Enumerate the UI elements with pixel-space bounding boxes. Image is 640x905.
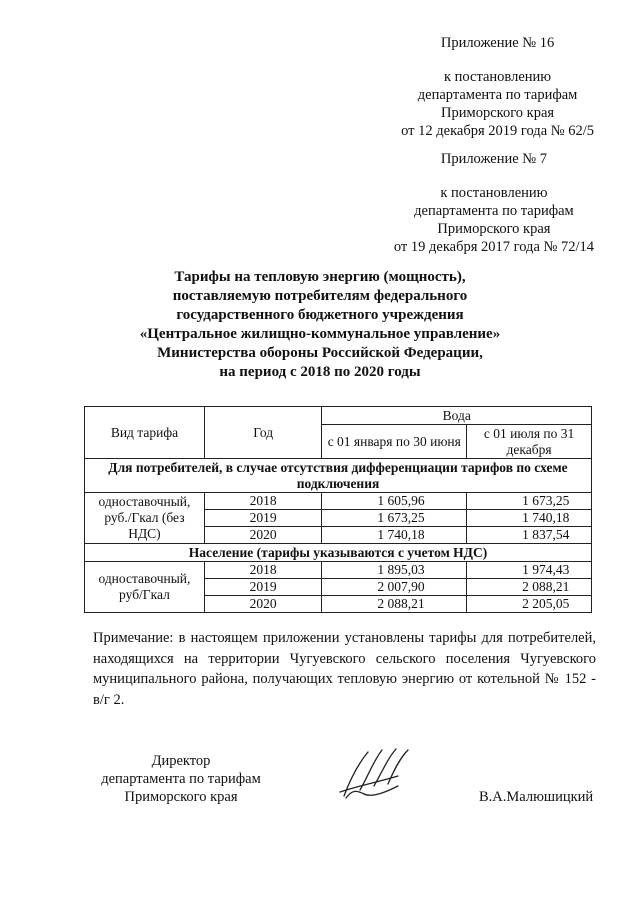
group-title: Для потребителей, в случае отсутствия дифференциации тарифов по схеме подключения xyxy=(85,459,592,493)
appendix-primary xyxy=(401,34,594,140)
year-cell: 2020 xyxy=(204,527,322,544)
appendix-line: Приморского края xyxy=(441,105,555,121)
heading-line: Министерства обороны Российской Федерации, xyxy=(157,345,483,361)
header-period-2: с 01 июля по 31 декабря xyxy=(467,425,592,459)
table-row xyxy=(85,562,592,579)
value-cell: 1 974,43 xyxy=(467,562,592,579)
appendix-title: Приложение № 7 xyxy=(440,151,548,167)
position-line: Приморского края xyxy=(124,789,238,805)
heading-line: государственного бюджетного учреждения xyxy=(176,307,464,323)
appendix-line: к постановлению xyxy=(440,185,548,201)
header-year: Год xyxy=(204,407,322,459)
year-cell: 2019 xyxy=(204,510,322,527)
appendix-secondary xyxy=(394,150,594,256)
position-line: Директор xyxy=(151,753,211,769)
group-title: Население (тарифы указываются с учетом НДС) xyxy=(85,544,592,562)
appendix-line: от 19 декабря 2017 года № 72/14 xyxy=(393,239,594,255)
heading-line: Тарифы на тепловую энергию (мощность), xyxy=(174,269,466,285)
heading-line: «Центральное жилищно-коммунальное управление» xyxy=(139,326,501,342)
document-heading xyxy=(0,268,640,382)
signature-block xyxy=(0,752,640,812)
header-period-1: с 01 января по 30 июня xyxy=(322,425,467,459)
heading-line: поставляемую потребителям федерального xyxy=(172,288,468,304)
appendix-line: департамента по тарифам xyxy=(417,87,578,103)
value-cell: 1 740,18 xyxy=(467,510,592,527)
appendix-line: к постановлению xyxy=(444,69,552,85)
signer-name: В.А.Малюшицкий xyxy=(479,789,594,805)
value-cell: 2 205,05 xyxy=(467,596,592,613)
heading-line: на период с 2018 по 2020 годы xyxy=(219,364,421,380)
appendix-title: Приложение № 16 xyxy=(440,35,555,51)
year-cell: 2019 xyxy=(204,579,322,596)
appendix-line: департамента по тарифам xyxy=(414,203,574,219)
value-cell: 1 673,25 xyxy=(467,493,592,510)
value-cell: 2 088,21 xyxy=(467,579,592,596)
value-cell: 2 088,21 xyxy=(322,596,467,613)
value-cell: 2 007,90 xyxy=(322,579,467,596)
value-cell: 1 895,03 xyxy=(322,562,467,579)
year-cell: 2018 xyxy=(204,562,322,579)
note-text: Примечание: в настоящем приложении установлены тарифы для потребителей, находящихся на территории Чугуевского сельского поселения Чугуевского муниципального района, получающих тепловую энергию от котельной № 152 - в/г 2. xyxy=(93,630,596,708)
tariff-type-cell: одноставочный, руб/Гкал xyxy=(85,562,205,613)
appendix-line: Приморского края xyxy=(437,221,551,237)
table-row xyxy=(85,493,592,510)
year-cell: 2020 xyxy=(204,596,322,613)
tariff-type-cell: одноставочный, руб./Гкал (без НДС) xyxy=(85,493,205,544)
position-line: департамента по тарифам xyxy=(101,771,261,787)
value-cell: 1 673,25 xyxy=(322,510,467,527)
value-cell: 1 837,54 xyxy=(467,527,592,544)
signer-position xyxy=(88,752,274,806)
handwritten-signature xyxy=(338,746,416,802)
appendix-line: от 12 декабря 2019 года № 62/5 xyxy=(401,123,594,139)
value-cell: 1 605,96 xyxy=(322,493,467,510)
tariff-table xyxy=(84,406,592,613)
year-cell: 2018 xyxy=(204,493,322,510)
header-tariff-type: Вид тарифа xyxy=(85,407,205,459)
header-water: Вода xyxy=(322,407,592,425)
value-cell: 1 740,18 xyxy=(322,527,467,544)
